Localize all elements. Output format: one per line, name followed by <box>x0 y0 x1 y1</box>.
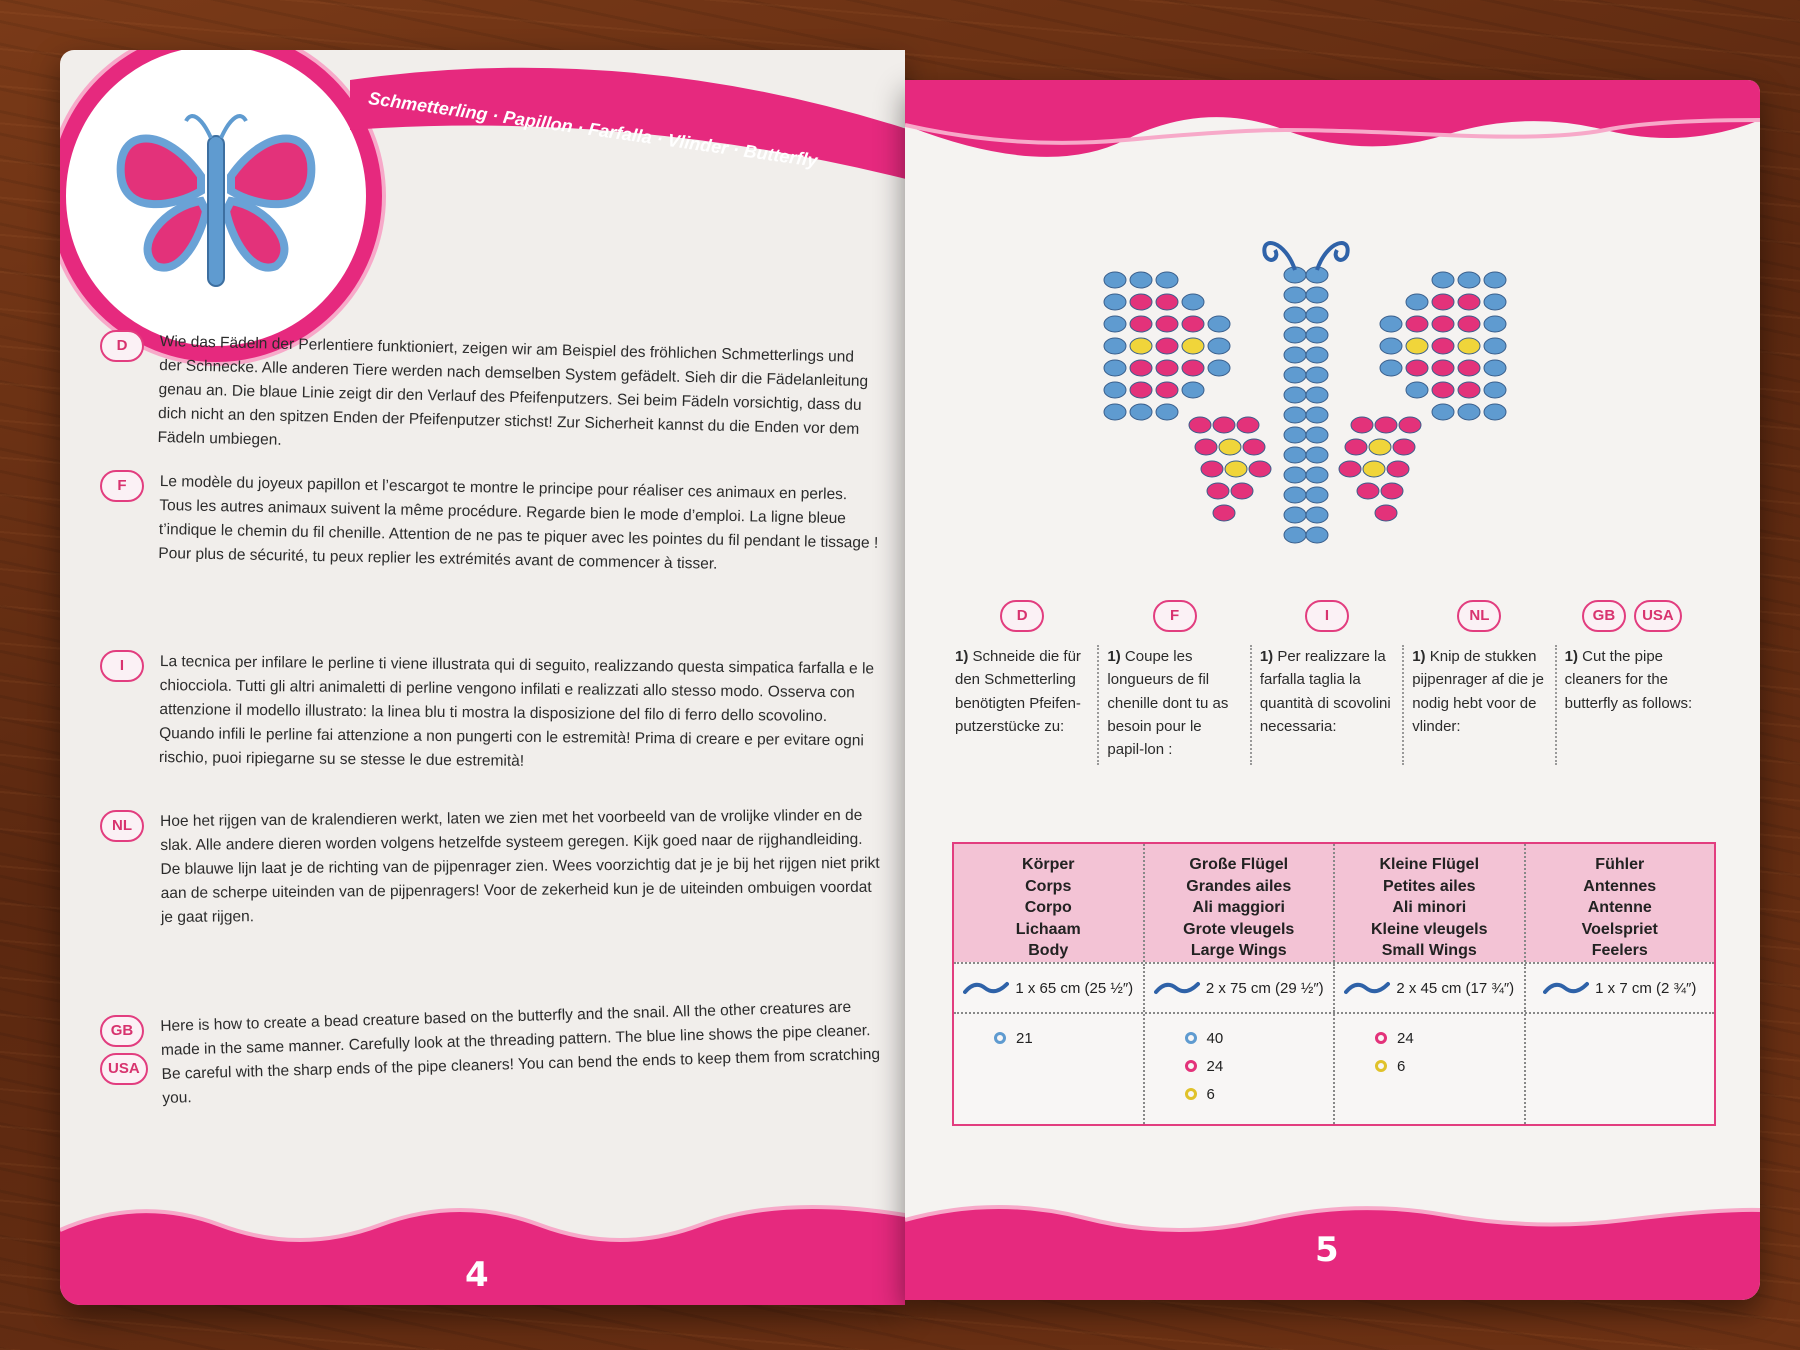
bead-mark <box>1458 404 1480 420</box>
header-title-banner <box>350 60 905 190</box>
language-badge-nl: NL <box>100 810 144 842</box>
paragraph-gb: Here is how to create a bead creature based on the butterfly and the snail. All the other creatures are made in the same manner. Carefully look at the threading pattern. The blue line shows the pipe cleaner. Be careful with the sharp ends of the pipe cleaners! You can bend the ends to keep them from scratching you. <box>160 998 881 1108</box>
bead-count-value: 40 <box>1206 1029 1224 1047</box>
pink-bead-icon <box>1185 1060 1197 1072</box>
bead-mark <box>1182 338 1204 354</box>
butterfly-pattern-icon <box>1095 230 1515 575</box>
text-block-it <box>100 650 880 770</box>
language-badge-gb: GB <box>1582 600 1626 632</box>
length-cell <box>1143 964 1334 1012</box>
booklet-page-left <box>60 50 905 1305</box>
header-label: Kleine vleugels <box>1371 920 1488 938</box>
bead-mark <box>1306 467 1328 483</box>
step-text-gb: Cut the pipe cleaners for the butterfly as follows: <box>1564 648 1693 712</box>
header-small-wings <box>1333 844 1524 962</box>
bead-mark <box>1284 307 1306 323</box>
language-badge-usa: USA <box>1634 600 1682 632</box>
header-label: Antenne <box>1587 899 1652 917</box>
bead-mark <box>1458 338 1480 354</box>
step-number: 1) <box>1259 648 1274 665</box>
bead-mark <box>1432 382 1454 398</box>
bead-count-value: 6 <box>1397 1057 1406 1075</box>
bead-mark <box>1406 316 1428 332</box>
antenna-right <box>1317 243 1348 270</box>
bead-mark <box>1156 294 1178 310</box>
bead-mark <box>1284 367 1306 383</box>
bead-mark <box>1380 316 1402 332</box>
bead-mark <box>1104 338 1126 354</box>
bead-mark <box>1306 427 1328 443</box>
bead-mark <box>1380 360 1402 376</box>
text-block-nl <box>100 806 880 930</box>
bead-mark <box>1243 439 1265 455</box>
bead-mark <box>1213 505 1235 521</box>
header-title: Schmetterling · Papillon · Farfalla · Vlinder · Butterfly <box>367 88 819 171</box>
page-number-left: 4 <box>465 1255 489 1295</box>
length-cell <box>954 964 1143 1012</box>
bead-mark <box>1104 360 1126 376</box>
bead-mark <box>1284 527 1306 543</box>
header-label: Lichaam <box>1015 920 1081 938</box>
bead-count <box>1185 1024 1334 1052</box>
bead-mark <box>1284 447 1306 463</box>
pipe-cleaner-table <box>952 842 1716 1126</box>
bead-count <box>1375 1052 1524 1080</box>
bead-mark <box>1201 461 1223 477</box>
length-cell <box>1524 964 1715 1012</box>
antenna-left <box>1264 243 1295 270</box>
step-number: 1) <box>1107 648 1121 665</box>
bead-mark <box>1130 382 1152 398</box>
bead-mark <box>1156 272 1178 288</box>
bead-mark <box>1195 439 1217 455</box>
header-wave-right <box>905 80 1760 170</box>
bead-mark <box>1208 316 1230 332</box>
bead-mark <box>1306 367 1328 383</box>
bead-mark <box>1484 316 1506 332</box>
bead-mark <box>1306 327 1328 343</box>
table-header-row <box>954 844 1714 962</box>
bead-mark <box>1458 316 1480 332</box>
bead-mark <box>1284 507 1306 523</box>
pipe-cleaner-icon <box>1344 980 1390 996</box>
header-label: Fühler <box>1595 856 1645 873</box>
bead-mark <box>1130 360 1152 376</box>
beads-cell-large-wings <box>1143 1014 1334 1124</box>
instruction-column-gb <box>1555 607 1707 765</box>
length-value: 1 x 65 cm (25 ½″) <box>1015 979 1134 997</box>
length-value: 2 x 75 cm (29 ½″) <box>1205 979 1324 997</box>
bead-mark <box>1219 439 1241 455</box>
bead-mark <box>1484 382 1506 398</box>
butterfly-photo-icon <box>66 50 366 346</box>
bead-mark <box>1406 382 1428 398</box>
length-value: 2 x 45 cm (17 ¾″) <box>1396 979 1515 997</box>
bead-mark <box>1306 387 1328 403</box>
bead-mark <box>1306 487 1328 503</box>
length-value: 1 x 7 cm (2 ¾″) <box>1595 979 1697 997</box>
header-label: Small Wings <box>1381 942 1477 960</box>
bead-mark <box>1306 407 1328 423</box>
blue-bead-icon <box>994 1032 1006 1044</box>
bead-mark <box>1432 294 1454 310</box>
bead-mark <box>1406 294 1428 310</box>
bead-mark <box>1306 527 1328 543</box>
bead-mark <box>1104 382 1126 398</box>
bead-mark <box>1458 294 1480 310</box>
bead-mark <box>1284 347 1306 363</box>
bead-mark <box>1432 272 1454 288</box>
bead-mark <box>1189 417 1211 433</box>
page-number-right: 5 <box>1315 1230 1339 1270</box>
bead-count-value: 21 <box>1016 1029 1033 1047</box>
blue-bead-icon <box>1185 1032 1197 1044</box>
paragraph-de: Wie das Fädeln der Perlentiere funktioniert, zeigen wir am Beispiel des fröhlichen Schmetterlings und der Schnecke. Alle anderen Tiere werden nach demselben System gefädelt. Sieh dir die Fädelanleitung genau an. Die blaue Linie zeigt dir den Verlauf des Pfeifenputzers. Sei beim Fädeln vorsichtig, dass du dich nicht an den spitzen Enden der Pfeifenputzer stichst! Zur Sicherheit kannst du die Enden vor dem Fädeln umbiegen. <box>157 332 869 449</box>
bead-mark <box>1399 417 1421 433</box>
language-badge-it: I <box>1305 600 1349 632</box>
bead-mark <box>1339 461 1361 477</box>
bead-mark <box>1345 439 1367 455</box>
bead-mark <box>1484 294 1506 310</box>
butterfly-photo-circle <box>60 50 382 362</box>
table-length-row <box>954 962 1714 1014</box>
bead-mark <box>1306 287 1328 303</box>
bead-mark <box>1484 404 1506 420</box>
bead-mark <box>1284 287 1306 303</box>
bead-mark <box>1284 427 1306 443</box>
bead-mark <box>1182 382 1204 398</box>
header-label: Body <box>1028 942 1069 960</box>
bead-mark <box>1130 272 1152 288</box>
header-label: Ali maggiori <box>1192 899 1285 917</box>
step-text-fr: Coupe les longueurs de fil chenille dont tu as besoin pour le papil-lon : <box>1107 648 1229 758</box>
language-badge-fr: F <box>100 470 144 502</box>
bead-mark <box>1432 316 1454 332</box>
bead-mark <box>1306 507 1328 523</box>
header-body <box>954 844 1143 962</box>
bead-mark <box>1458 272 1480 288</box>
bead-mark <box>1375 505 1397 521</box>
bead-mark <box>1104 272 1126 288</box>
bead-mark <box>1130 294 1152 310</box>
bead-count-value: 24 <box>1206 1057 1224 1075</box>
header-label: Grote vleugels <box>1183 920 1295 938</box>
header-large-wings <box>1143 844 1334 962</box>
bead-mark <box>1225 461 1247 477</box>
bead-mark <box>1182 294 1204 310</box>
header-label: Corpo <box>1024 899 1072 917</box>
header-label: Large Wings <box>1190 942 1287 960</box>
pipe-cleaner-icon <box>1543 980 1589 996</box>
bead-mark <box>1284 407 1306 423</box>
bead-count-value: 6 <box>1206 1085 1215 1103</box>
bead-count-value: 24 <box>1397 1029 1414 1047</box>
bead-mark <box>1432 338 1454 354</box>
bead-mark <box>1432 360 1454 376</box>
beads-cell-feelers <box>1524 1014 1715 1124</box>
beads-cell-small-wings <box>1333 1014 1524 1124</box>
bead-mark <box>1484 338 1506 354</box>
bead-mark <box>1458 360 1480 376</box>
header-label: Kleine Flügel <box>1379 856 1480 873</box>
bead-mark <box>1284 467 1306 483</box>
header-label: Ali minori <box>1392 899 1467 917</box>
step-text-it: Per realizzare la farfalla taglia la quantità di scovolini necessaria: <box>1259 648 1391 735</box>
bead-mark <box>1156 382 1178 398</box>
language-badge-usa: USA <box>100 1053 148 1085</box>
header-label: Grandes ailes <box>1186 877 1292 895</box>
bead-mark <box>1357 483 1379 499</box>
length-cell <box>1333 964 1524 1012</box>
bead-mark <box>1306 307 1328 323</box>
header-label: Große Flügel <box>1189 856 1289 873</box>
language-badge-de: D <box>100 330 144 362</box>
language-badge-gb: GB <box>100 1015 144 1047</box>
bead-mark <box>1182 316 1204 332</box>
pipe-cleaner-icon <box>963 980 1009 996</box>
bead-mark <box>1381 483 1403 499</box>
booklet-page-right <box>905 80 1760 1300</box>
bead-mark <box>1406 360 1428 376</box>
beads-cell-body <box>954 1014 1143 1124</box>
bead-mark <box>1380 338 1402 354</box>
bead-mark <box>1104 294 1126 310</box>
bead-mark <box>1104 316 1126 332</box>
bead-mark <box>1484 272 1506 288</box>
header-feelers <box>1524 844 1715 962</box>
bead-mark <box>1156 404 1178 420</box>
header-label: Körper <box>1022 856 1075 873</box>
language-badge-it: I <box>100 650 144 682</box>
bead-mark <box>1306 347 1328 363</box>
bead-mark <box>1208 360 1230 376</box>
bead-mark <box>1284 327 1306 343</box>
pipe-cleaner-icon <box>1154 980 1200 996</box>
bead-mark <box>1406 338 1428 354</box>
bead-mark <box>1284 487 1306 503</box>
instruction-column-de <box>947 607 1097 765</box>
bead-count <box>1185 1080 1334 1108</box>
bead-mark <box>1182 360 1204 376</box>
bead-mark <box>1213 417 1235 433</box>
step-number: 1) <box>1564 648 1578 665</box>
step-number: 1) <box>955 648 969 665</box>
header-label: Antennes <box>1583 877 1657 895</box>
language-badge-nl: NL <box>1457 600 1501 632</box>
bead-mark <box>1130 316 1152 332</box>
header-label: Corps <box>1025 877 1072 895</box>
butterfly-threading-diagram <box>1095 230 1515 575</box>
header-label: Feelers <box>1591 942 1648 960</box>
bead-mark <box>1207 483 1229 499</box>
bead-mark <box>1363 461 1385 477</box>
bead-mark <box>1387 461 1409 477</box>
instruction-column-it <box>1250 607 1402 765</box>
instruction-columns <box>947 607 1707 765</box>
bead-mark <box>1375 417 1397 433</box>
bead-mark <box>1208 338 1230 354</box>
header-label: Petites ailes <box>1383 877 1476 895</box>
bead-mark <box>1156 338 1178 354</box>
bead-mark <box>1249 461 1271 477</box>
bead-mark <box>1104 404 1126 420</box>
language-badge-de: D <box>1000 600 1044 632</box>
step-text-nl: Knip de stukken pijpenrager af die je nodig hebt voor de vlinder: <box>1412 648 1544 735</box>
bead-count <box>1185 1052 1334 1080</box>
bead-mark <box>1156 360 1178 376</box>
bead-mark <box>1231 483 1253 499</box>
bead-mark <box>1369 439 1391 455</box>
bead-mark <box>1484 360 1506 376</box>
paragraph-nl: Hoe het rijgen van de kralendieren werkt, laten we zien met het voorbeeld van de vrolijke vlinder en de slak. Alle andere dieren worden volgens hetzelfde systeem geregen. Kijk goed naar de rijghandleiding. De blauwe lijn laat je de richting van de pijpenrager zien. Wees voorzichtig dat je je bij het rijgen niet prikt aan de scherpe uiteinden van de pijpenragers! Voor de zekerheid kun je de uiteinden ombuigen voordat je gaat rijgen. <box>160 806 880 927</box>
pink-bead-icon <box>1375 1032 1387 1044</box>
bead-mark <box>1284 387 1306 403</box>
instruction-column-nl <box>1402 607 1554 765</box>
bead-mark <box>1237 417 1259 433</box>
bead-mark <box>1432 404 1454 420</box>
bead-mark <box>1393 439 1415 455</box>
bead-count <box>994 1024 1143 1052</box>
language-badge-fr: F <box>1153 600 1197 632</box>
paragraph-it: La tecnica per infilare le perline ti viene illustrata qui di seguito, realizzando questa simpatica farfalla e le chiocciola. Tutti gli altri animaletti di perline vengono infilati e realizzati allo stesso modo. Osserva con attenzione il modello illustrato: la linea blu ti mostra la disposizione del filo di ferro dello scovolino. Quando infili le perline fai attenzione a non pungerti con le estremità! Prima di creare e per evitare ogni rischio, puoi ripiegarne su se stesse le due estremità! <box>158 652 875 770</box>
bead-mark <box>1130 404 1152 420</box>
text-block-gb <box>100 998 881 1111</box>
bead-count <box>1375 1024 1524 1052</box>
yellow-bead-icon <box>1185 1088 1197 1100</box>
instruction-column-fr <box>1097 607 1249 765</box>
bead-mark <box>1351 417 1373 433</box>
bead-mark <box>1458 382 1480 398</box>
yellow-bead-icon <box>1375 1060 1387 1072</box>
bead-mark <box>1130 338 1152 354</box>
text-block-de <box>100 330 880 450</box>
text-block-fr <box>100 470 880 573</box>
step-text-de: Schneide die für den Schmetterling benötigten Pfeifen-putzerstücke zu: <box>955 648 1081 735</box>
bead-mark <box>1156 316 1178 332</box>
paragraph-fr: Le modèle du joyeux papillon et l’escargot te montre le principe pour réaliser ces animaux en perles. Tous les autres animaux suivent la même procédure. Regarde bien le mode d’emploi. La ligne bleue t’indique le chemin du fil chenille. Attention de ne pas te piquer avec les pointes du fil pendant le tissage ! Pour plus de sécurité, tu peux replier les extrémités avant de commencer à tisser. <box>158 472 879 573</box>
header-label: Voelspriet <box>1581 920 1658 938</box>
bead-mark <box>1306 447 1328 463</box>
table-beads-row <box>954 1014 1714 1124</box>
step-number: 1) <box>1412 648 1426 665</box>
